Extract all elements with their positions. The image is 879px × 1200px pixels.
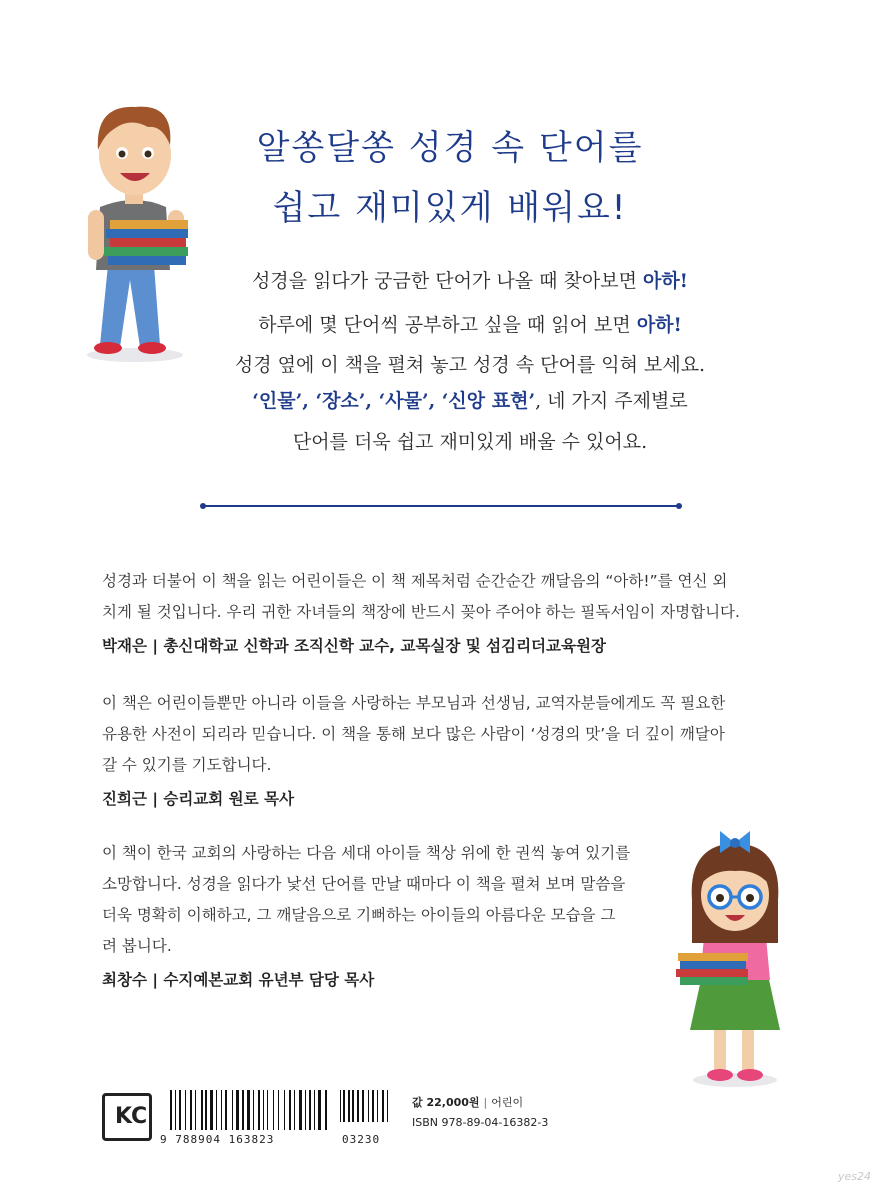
barcode-bar xyxy=(205,1090,207,1130)
divider-dot-left xyxy=(200,503,206,509)
barcode-bar xyxy=(379,1090,381,1122)
barcode-bar xyxy=(170,1090,172,1130)
isbn-addon-barcode xyxy=(340,1090,390,1122)
intro-line-1 xyxy=(160,266,780,293)
barcode-bar xyxy=(299,1090,302,1130)
barcode-bar xyxy=(236,1090,239,1130)
isbn-number: ISBN 978-89-04-16382-3 xyxy=(412,1116,549,1129)
isbn-barcode xyxy=(170,1090,330,1130)
barcode-addon-digits: 03230 xyxy=(342,1133,381,1146)
barcode-bar xyxy=(348,1090,349,1122)
endorsement-2-line-2: 유용한 사전이 되리라 믿습니다. 이 책을 통해 보다 많은 사람이 ‘성경의 맛’을 더 깊이 깨달아 xyxy=(102,725,725,743)
barcode-bar xyxy=(387,1090,388,1122)
endorsement-2-signature: 진희근 | 승리교회 원로 목사 xyxy=(102,790,294,808)
endorsement-2-line-3: 갈 수 있기를 기도합니다. xyxy=(102,756,272,774)
barcode-bar xyxy=(186,1090,189,1130)
intro-line-1-text: 성경을 읽다가 궁금한 단어가 나올 때 찾아보면 xyxy=(251,270,643,292)
barcode-bar xyxy=(273,1090,275,1130)
barcode-bar xyxy=(343,1090,345,1122)
barcode-bar xyxy=(261,1090,262,1130)
barcode-bar xyxy=(221,1090,222,1130)
endorsement-3-line-4: 려 봅니다. xyxy=(102,937,172,955)
barcode-bar xyxy=(370,1090,371,1122)
endorsement-2 xyxy=(102,688,782,815)
barcode-bar xyxy=(190,1090,192,1130)
barcode-bar xyxy=(201,1090,203,1130)
headline-line-2: 쉽고 재미있게 배워요! xyxy=(272,188,628,228)
divider-dot-right xyxy=(676,503,682,509)
barcode-bar xyxy=(368,1090,369,1122)
barcode-bar xyxy=(377,1090,379,1122)
barcode-bar xyxy=(375,1090,376,1122)
section-divider xyxy=(204,505,678,507)
kc-mark-text: KC xyxy=(115,1104,148,1129)
price-separator: | xyxy=(483,1096,488,1109)
barcode-bar xyxy=(346,1090,347,1122)
intro-line-1-accent: 아하! xyxy=(642,270,689,292)
barcode-bar xyxy=(269,1090,272,1130)
barcode-bar xyxy=(193,1090,195,1130)
barcode-bar xyxy=(204,1090,205,1130)
endorsement-1-line-1: 성경과 더불어 이 책을 읽는 어린이들은 이 책 제목처럼 순간순간 깨달음의 “아하!”를 연신 외 xyxy=(102,572,728,590)
barcode-bar xyxy=(312,1090,313,1130)
barcode-bar xyxy=(340,1090,341,1122)
barcode-bar xyxy=(275,1090,277,1130)
barcode-bar xyxy=(294,1090,296,1130)
barcode-bar xyxy=(307,1090,308,1130)
barcode-bar xyxy=(352,1090,354,1122)
barcode-bar xyxy=(314,1090,315,1130)
endorsement-3 xyxy=(102,838,702,996)
barcode-bar xyxy=(357,1090,358,1122)
barcode-bar xyxy=(218,1090,220,1130)
barcode-bar xyxy=(175,1090,176,1130)
barcode-bar xyxy=(316,1090,318,1130)
barcode-bar xyxy=(173,1090,175,1130)
barcode-bar xyxy=(388,1090,389,1122)
barcode-bar xyxy=(255,1090,258,1130)
barcode-bar xyxy=(372,1090,374,1122)
intro-line-2 xyxy=(160,310,780,337)
intro-line-2-text: 하루에 몇 단어씩 공부하고 싶을 때 읽어 보면 xyxy=(258,314,637,336)
price: 값 22,000원 xyxy=(412,1096,480,1109)
barcode-bar xyxy=(245,1090,247,1130)
barcode-bar xyxy=(360,1090,361,1122)
kc-certification-mark xyxy=(102,1093,152,1141)
barcode-bar xyxy=(223,1090,224,1130)
intro-line-5: 단어를 더욱 쉽고 재미있게 배울 수 있어요. xyxy=(292,431,648,453)
barcode-digits: 9 788904 163823 xyxy=(160,1133,275,1146)
barcode-bar xyxy=(179,1090,181,1130)
endorsement-1-line-2: 치게 될 것입니다. 우리 귀한 자녀들의 책장에 반드시 꽂아 주어야 하는 필독서임이 자명합니다. xyxy=(102,603,740,621)
barcode-bar xyxy=(292,1090,293,1130)
barcode-bar xyxy=(240,1090,241,1130)
barcode-bar xyxy=(318,1090,321,1130)
intro-line-3: 성경 옆에 이 책을 펼쳐 놓고 성경 속 단어를 익혀 보세요. xyxy=(234,354,706,376)
barcode-bar xyxy=(258,1090,260,1130)
barcode-bar xyxy=(280,1090,283,1130)
endorsement-3-line-3: 더욱 명확히 이해하고, 그 깨달음으로 기뻐하는 아이들의 아름다운 모습을 그 xyxy=(102,906,616,924)
barcode-bar xyxy=(225,1090,228,1130)
barcode-bar xyxy=(177,1090,178,1130)
barcode-bar xyxy=(234,1090,236,1130)
barcode-bar xyxy=(382,1090,384,1122)
endorsement-1-signature: 박재은 | 총신대학교 신학과 조직신학 교수, 교목실장 및 섬김리더교육원장 xyxy=(102,637,606,655)
barcode-bar xyxy=(263,1090,265,1130)
intro-line-4-text: , 네 가지 주제별로 xyxy=(535,390,688,412)
barcode-bar xyxy=(232,1090,233,1130)
barcode-bar xyxy=(303,1090,305,1130)
barcode-bar xyxy=(228,1090,231,1130)
barcode-bar xyxy=(351,1090,352,1122)
barcode-bar xyxy=(342,1090,343,1122)
barcode-bar xyxy=(365,1090,367,1122)
barcode-bar xyxy=(208,1090,209,1130)
intro-line-2-accent: 아하! xyxy=(636,314,682,336)
barcode-bar xyxy=(265,1090,266,1130)
barcode-bar xyxy=(385,1090,386,1122)
barcode-bar xyxy=(214,1090,215,1130)
intro-line-4-accent: ‘인물’, ‘장소’, ‘사물’, ‘신앙 표현’ xyxy=(252,390,536,412)
endorsement-2-line-1: 이 책은 어린이들뿐만 아니라 이들을 사랑하는 부모님과 선생님, 교역자분들에게도 꼭 필요한 xyxy=(102,694,726,712)
barcode-bar xyxy=(247,1090,250,1130)
barcode-bar xyxy=(216,1090,218,1130)
barcode-bar xyxy=(197,1090,200,1130)
endorsement-3-signature: 최창수 | 수지예본교회 유년부 담당 목사 xyxy=(102,971,375,989)
endorsement-3-line-1: 이 책이 한국 교회의 사랑하는 다음 세대 아이들 책상 위에 한 권씩 놓여 있기를 xyxy=(102,844,631,862)
barcode-bar xyxy=(267,1090,268,1130)
endorsement-1 xyxy=(102,566,782,662)
barcode-bar xyxy=(210,1090,213,1130)
barcode-bar xyxy=(182,1090,184,1130)
category: 어린이 xyxy=(491,1096,524,1109)
barcode-bar xyxy=(185,1090,186,1130)
barcode-bar xyxy=(195,1090,196,1130)
barcode-bar xyxy=(305,1090,306,1130)
barcode-bar xyxy=(251,1090,252,1130)
barcode-bar xyxy=(328,1090,329,1130)
barcode-bar xyxy=(284,1090,285,1130)
barcode-bar xyxy=(253,1090,254,1130)
barcode-bar xyxy=(285,1090,288,1130)
watermark: yes24 xyxy=(838,1170,872,1183)
headline-line-1: 알쏭달쏭 성경 속 단어를 xyxy=(256,128,644,168)
barcode-bar xyxy=(322,1090,324,1130)
intro-line-4 xyxy=(160,386,780,413)
price-line xyxy=(412,1094,523,1110)
barcode-bar xyxy=(325,1090,328,1130)
barcode-bar xyxy=(309,1090,311,1130)
endorsement-3-line-2: 소망합니다. 성경을 읽다가 낯선 단어를 만날 때마다 이 책을 펼쳐 보며 말씀을 xyxy=(102,875,626,893)
barcode-bar xyxy=(362,1090,364,1122)
barcode-bar xyxy=(296,1090,298,1130)
barcode-bar xyxy=(278,1090,279,1130)
barcode-bar xyxy=(289,1090,291,1130)
barcode-bar xyxy=(355,1090,356,1122)
barcode-bar xyxy=(242,1090,244,1130)
